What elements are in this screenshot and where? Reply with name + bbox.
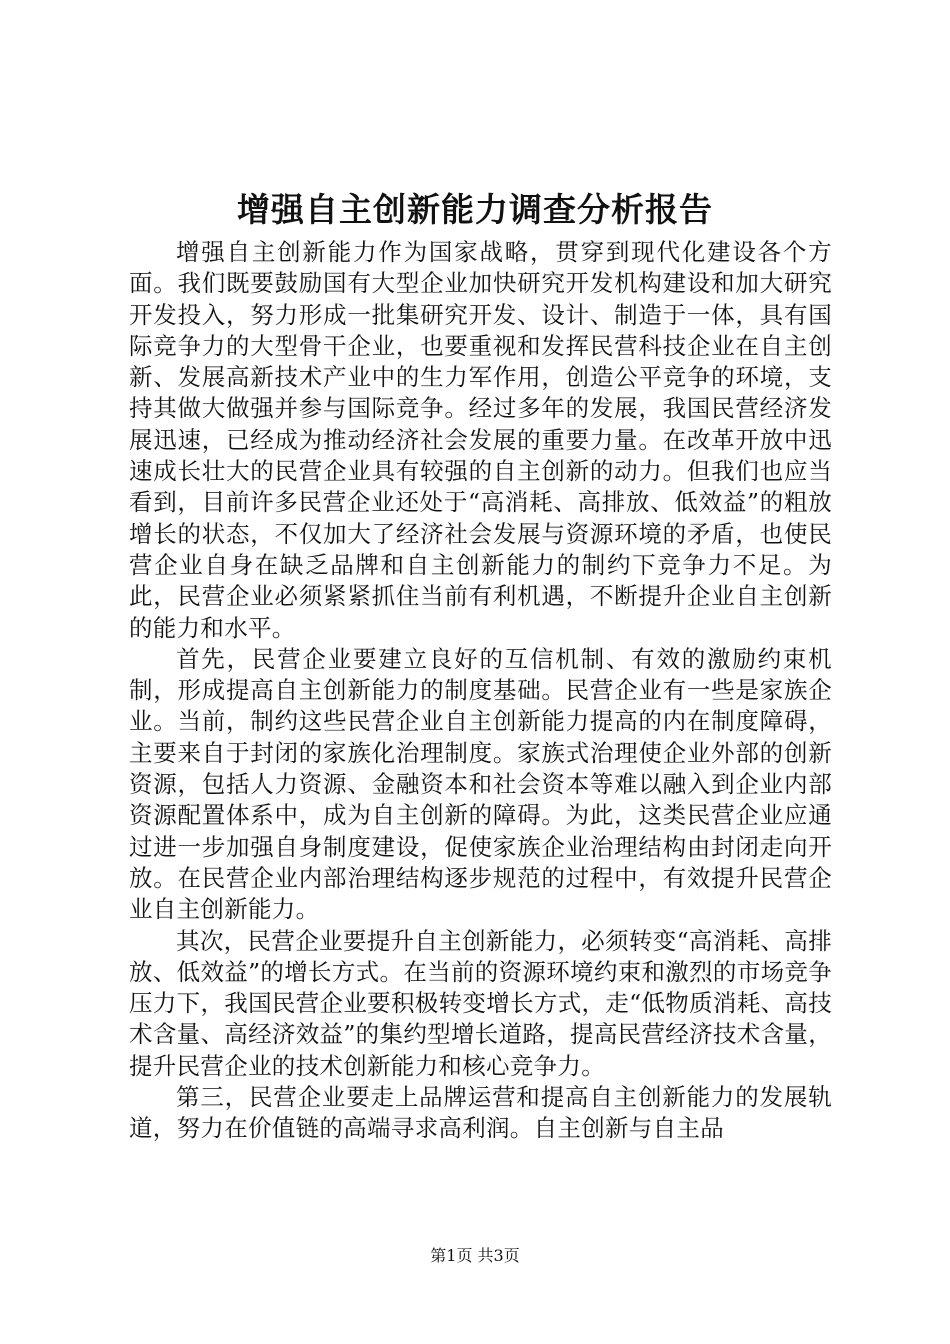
paragraph-second-point: 其次，民营企业要提升自主创新能力，必须转变“高消耗、高排放、低效益”的增长方式。在当前的资源环境约束和激烈的市场竞争压力下，我国民营企业要积极转变增长方式，走“低物质消耗、高技术含量、高经济效益”的集约型增长道路，提高民营经济技术含量，提升民营企业的技术创新能力和核心竞争力。 (129, 926, 832, 1080)
page-footer (0, 1244, 950, 1268)
document-body (129, 237, 832, 1145)
paragraph-third-point: 第三，民营企业要走上品牌运营和提高自主创新能力的发展轨道，努力在价值链的高端寻求高利润。自主创新与自主品 (129, 1083, 832, 1143)
page-number: 第1页 共3页 (430, 1246, 520, 1265)
document-title: 增强自主创新能力调查分析报告 (237, 190, 713, 229)
paragraph-intro: 增强自主创新能力作为国家战略，贯穿到现代化建设各个方面。我们既要鼓励国有大型企业加快研究开发机构建设和加大研究开发投入，努力形成一批集研究开发、设计、制造于一体，具有国际竞争力的大型骨干企业，也要重视和发挥民营科技企业在自主创新、发展高新技术产业中的生力军作用，创造公平竞争的环境，支持其做大做强并参与国际竞争。经过多年的发展，我国民营经济发展迅速，已经成为推动经济社会发展的重要力量。在改革开放中迅速成长壮大的民营企业具有较强的自主创新的动力。但我们也应当看到，目前许多民营企业还处于“高消耗、高排放、低效益”的粗放增长的状态，不仅加大了经济社会发展与资源环境的矛盾，也使民营企业自身在缺乏品牌和自主创新能力的制约下竞争力不足。为此，民营企业必须紧紧抓住当前有利机遇，不断提升企业自主创新的能力和水平。 (129, 238, 832, 642)
paragraph-first-point: 首先，民营企业要建立良好的互信机制、有效的激励约束机制，形成提高自主创新能力的制度基础。民营企业有一些是家族企业。当前，制约这些民营企业自主创新能力提高的内在制度障碍，主要来自于封闭的家族化治理制度。家族式治理使企业外部的创新资源，包括人力资源、金融资本和社会资本等难以融入到企业内部资源配置体系中，成为自主创新的障碍。为此，这类民营企业应通过进一步加强自身制度建设，促使家族企业治理结构由封闭走向开放。在民营企业内部治理结构逐步规范的过程中，有效提升民营企业自主创新能力。 (129, 644, 832, 924)
